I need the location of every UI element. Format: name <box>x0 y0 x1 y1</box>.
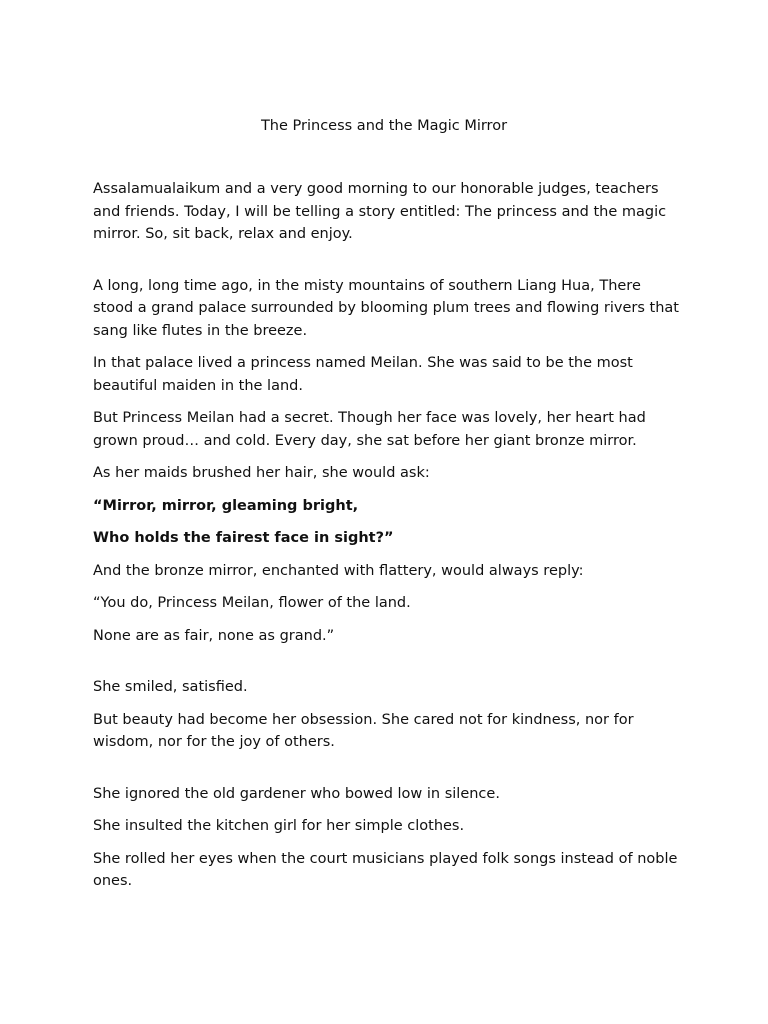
paragraph-secret: But Princess Meilan had a secret. Though her face was lovely, her heart had grown proud… and cold. Every day, she sat before her giant bronze mirror. <box>93 410 646 449</box>
document-title: The Princess and the Magic Mirror <box>260 118 508 134</box>
paragraph-kitchen-girl: She insulted the kitchen girl for her simple clothes. <box>93 818 465 834</box>
paragraph-princess-intro: In that palace lived a princess named Meilan. She was said to be the most beautiful maiden in the land. <box>93 355 633 394</box>
document-body <box>93 178 683 903</box>
verse-reply-line-1: “You do, Princess Meilan, flower of the land. <box>93 595 411 611</box>
verse-reply-line-2: None are as fair, none as grand.” <box>93 627 335 644</box>
verse-question-line-1: “Mirror, mirror, gleaming bright, <box>93 497 359 514</box>
paragraph-maids: As her maids brushed her hair, she would ask: <box>93 465 430 481</box>
paragraph-greeting: Assalamualaikum and a very good morning to our honorable judges, teachers and friends. Today, I will be telling a story entitled: The princess and the magic mirror. So, sit back, relax and enjoy. <box>93 181 667 242</box>
verse-question-line-2: Who holds the fairest face in sight?” <box>93 530 394 546</box>
paragraph-gardener: She ignored the old gardener who bowed low in silence. <box>93 785 500 802</box>
paragraph-opening: A long, long time ago, in the misty mountains of southern Liang Hua, There stood a grand palace surrounded by blooming plum trees and flowing rivers that sang like flutes in the breeze. <box>93 277 679 339</box>
paragraph-musicians: She rolled her eyes when the court musicians played folk songs instead of noble ones. <box>93 850 678 889</box>
paragraph-obsession: But beauty had become her obsession. She cared not for kindness, nor for wisdom, nor for the joy of others. <box>93 711 634 750</box>
paragraph-mirror-reply-intro: And the bronze mirror, enchanted with flattery, would always reply: <box>93 562 584 579</box>
paragraph-satisfied: She smiled, satisfied. <box>93 679 248 695</box>
